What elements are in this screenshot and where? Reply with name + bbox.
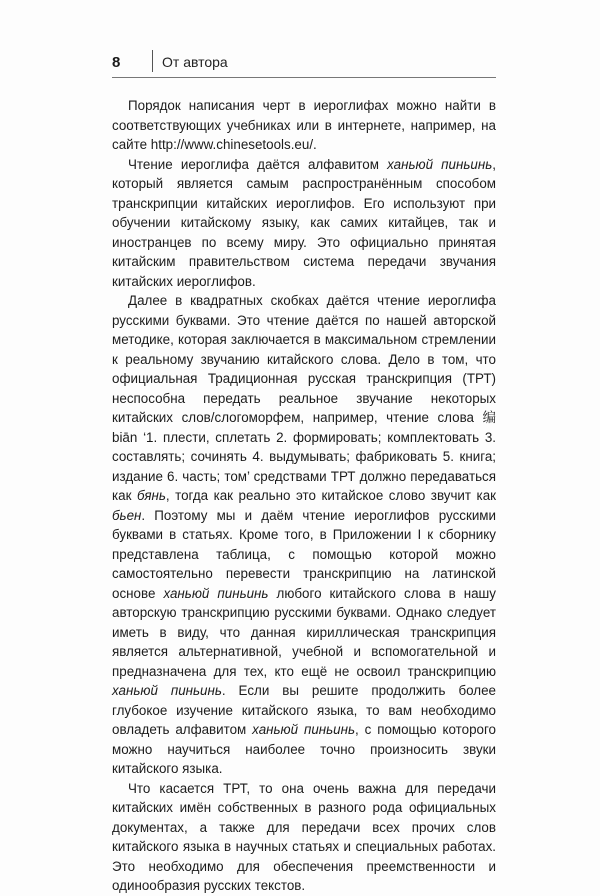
text-run: , который является самым распространённым способом транскрипции китайских иероглифов. Его используют при обучении китайскому языку, как самих китайцев, так и иностранцев по всему миру. Это официально принятая китайским правительством система передачи звучания китайских иероглифов. — [112, 156, 496, 289]
text-run: , с помощью которого можно научиться наиболее точно произносить звуки китайского языка. — [112, 722, 496, 776]
italic-term: ханьюй пиньинь — [112, 683, 222, 698]
italic-term: ханьюй пиньинь — [163, 585, 269, 601]
paragraph-4 — [112, 779, 496, 896]
text-run: любого китайского слова в нашу авторскую транскрипцию русскими буквами. Однако следует иметь в виду, что данная кириллическая транскрипция является альтернативной, учебной и вспомогательной и предназначена для тех, кто ещё не освоил транскрипцию — [112, 585, 496, 679]
paragraph-1 — [112, 96, 496, 155]
page-number: 8 — [112, 54, 121, 71]
text-run: Чтение иероглифа даётся алфавитом — [128, 156, 388, 172]
text-run: Далее в квадратных скобках даётся чтение иероглифа русскими буквами. Это чтение даётся по нашей авторской методике, которая заключается в максимальном стремлении к реальному звучанию китайского слова. Дело в том, что официальная Традиционная русская транскрипция (ТРТ) неспособна передать реальное звучание некоторых китайских слов/слогоморфем, например, чтение слова 编 biān ‘1. плести, сплетать 2. формировать; комплектовать 3. составлять; сочинять 4. выдумывать; фабриковать 5. книга; издание 6. часть; том’ средствами ТРТ должно передаваться как — [112, 293, 496, 503]
text-run: . Поэтому мы и даём чтение иероглифов русскими буквами в статьях. Кроме того, в Приложении I к сборнику представлена таблица, с помощью которой можно самостоятельно перевести транскрипцию на латинской основе — [112, 507, 496, 601]
text-run: , тогда как реально это китайское слово звучит как — [165, 488, 496, 503]
italic-term: ханьюй пиньинь — [387, 156, 493, 172]
running-head: От автора — [162, 54, 228, 70]
text-run: Что касается ТРТ, то она очень важна для передачи китайских имён собственных в разного рода официальных документах, а также для передачи всех прочих слов китайского языка в научных статьях и специальных работах. Это необходимо для обеспечения преемственности и одинообразия русских текстов. — [112, 780, 496, 893]
paragraph-3 — [112, 291, 496, 779]
header-divider — [152, 50, 153, 72]
italic-term: ханьюй пиньинь — [252, 722, 356, 737]
text-run: . Если вы решите продолжить более глубокое изучение китайского языка, то вам необходимо овладеть алфавитом — [112, 683, 496, 737]
text-run: Порядок написания черт в иероглифах можно найти в соответствующих учебниках или в интернете, например, на сайте http://www.chinesetools.eu/. — [112, 98, 496, 152]
page-header — [112, 50, 496, 80]
italic-term: бянь — [136, 488, 166, 503]
paragraph-2 — [112, 155, 496, 292]
header-rule — [112, 77, 496, 78]
body-text — [112, 96, 496, 896]
italic-term: бьен — [112, 507, 142, 523]
